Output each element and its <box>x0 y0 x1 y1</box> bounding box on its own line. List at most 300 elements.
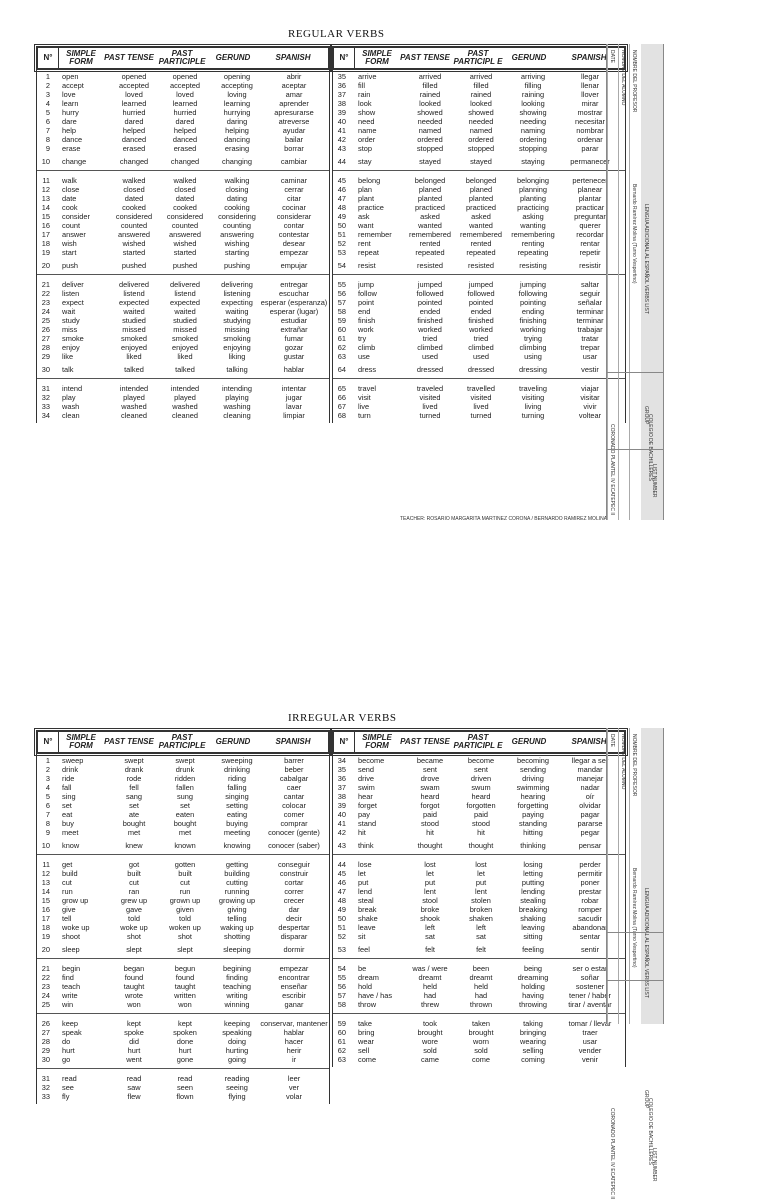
past-tense-cell: visited <box>419 393 441 402</box>
past-participle-cell: walked <box>173 176 197 185</box>
table-row <box>36 194 330 203</box>
past-participle-cell: delivered <box>170 280 200 289</box>
table-row <box>332 869 626 878</box>
table-row <box>332 756 626 765</box>
header-spanish: SPANISH <box>571 53 607 62</box>
past-participle-cell: swum <box>471 783 491 792</box>
table-row <box>36 991 330 1000</box>
past-tense-cell: threw <box>420 1000 440 1009</box>
past-tense-cell: shook <box>420 914 440 923</box>
spanish-cell: rentar <box>580 239 600 248</box>
past-tense-cell: came <box>420 1055 440 1064</box>
number-cell: 25 <box>41 1000 50 1009</box>
past-tense-cell: arrived <box>418 72 442 81</box>
sidebar-school-short: COLEGIO DE BACHILLERES <box>647 414 653 481</box>
simple-form-cell: keep <box>62 1019 79 1028</box>
past-participle-cell: jumped <box>468 280 494 289</box>
simple-form-cell: repeat <box>358 248 379 257</box>
past-participle-cell: followed <box>467 289 495 298</box>
simple-form-cell: teach <box>62 982 81 991</box>
table-row <box>36 973 330 982</box>
past-tense-cell: forgot <box>420 801 440 810</box>
spanish-cell: entregar <box>280 280 308 289</box>
sidebar-teacher-value: Bernardo Ramírez Molina (Turno Vespertino) <box>631 184 637 284</box>
table-row <box>36 81 330 90</box>
past-participle-cell: broken <box>469 905 493 914</box>
past-tense-cell: erased <box>122 144 146 153</box>
past-participle-cell: waited <box>174 307 196 316</box>
table-row <box>332 117 626 126</box>
number-cell: 3 <box>45 774 50 783</box>
simple-form-cell: plant <box>358 194 375 203</box>
irregular-verbs-title: IRREGULAR VERBS <box>288 712 397 724</box>
simple-form-cell: ask <box>358 212 370 221</box>
table-row <box>36 90 330 99</box>
gerund-cell: meeting <box>223 828 251 837</box>
past-tense-cell: taught <box>123 982 145 991</box>
past-tense-cell: intended <box>119 384 149 393</box>
past-participle-cell: fallen <box>176 783 194 792</box>
number-cell: 16 <box>41 221 50 230</box>
past-tense-cell: slept <box>126 945 142 954</box>
past-participle-cell: run <box>179 887 191 896</box>
gerund-cell: losing <box>523 860 543 869</box>
simple-form-cell: lend <box>358 887 372 896</box>
number-cell: 43 <box>337 144 346 153</box>
gerund-cell: writing <box>226 991 248 1000</box>
past-tense-cell: wanted <box>418 221 442 230</box>
header-gerund: GERUND <box>511 53 547 62</box>
past-tense-cell: practiced <box>415 203 445 212</box>
sidebar-school: CORONADO PLANTEL IV ECATEPEC II <box>609 1108 615 1199</box>
past-participle-cell: thrown <box>469 1000 493 1009</box>
past-participle-cell: hurt <box>178 1046 192 1055</box>
spanish-cell: atreverse <box>278 117 310 126</box>
past-tense-cell: named <box>418 126 442 135</box>
number-cell: 17 <box>41 230 50 239</box>
gerund-cell: keeping <box>224 1019 250 1028</box>
past-tense-cell: listend <box>123 289 145 298</box>
table-row <box>36 810 330 819</box>
simple-form-cell: plan <box>358 185 372 194</box>
spanish-cell: beber <box>284 765 304 774</box>
past-participle-cell: seen <box>176 1083 194 1092</box>
spanish-cell: gustar <box>283 352 305 361</box>
regular-right-table <box>332 46 626 423</box>
number-cell: 63 <box>337 1055 346 1064</box>
sidebar-group: GROUP <box>643 406 649 425</box>
gerund-cell: being <box>523 964 543 973</box>
past-participle-cell: resisted <box>468 261 494 270</box>
spanish-cell: herir <box>286 1046 302 1055</box>
past-tense-cell: held <box>423 982 437 991</box>
past-participle-cell: sung <box>176 792 194 801</box>
table-row <box>332 307 626 316</box>
gerund-cell: finding <box>226 973 248 982</box>
number-cell: 17 <box>41 914 50 923</box>
number-cell: 27 <box>41 1028 50 1037</box>
past-participle-cell: told <box>179 914 191 923</box>
past-tense-cell: loved <box>125 90 143 99</box>
table-row <box>332 841 626 850</box>
past-participle-cell: lent <box>475 887 487 896</box>
table-row <box>332 280 626 289</box>
number-cell: 33 <box>41 402 50 411</box>
number-cell: 63 <box>337 352 346 361</box>
gerund-cell: knowing <box>223 841 251 850</box>
past-tense-cell: told <box>128 914 140 923</box>
header-past-tense: PAST TENSE <box>104 737 154 746</box>
gerund-cell: drinking <box>224 765 250 774</box>
group-divider <box>332 378 626 379</box>
number-cell: 7 <box>45 126 50 135</box>
past-tense-cell: was / were <box>412 964 448 973</box>
spanish-cell: comprar <box>280 819 308 828</box>
simple-form-cell: wash <box>62 402 80 411</box>
spanish-cell: mirar <box>581 99 599 108</box>
number-cell: 5 <box>45 792 50 801</box>
simple-form-cell: learn <box>62 99 79 108</box>
gerund-cell: dressing <box>519 365 547 374</box>
table-row <box>36 230 330 239</box>
past-participle-cell: opened <box>172 72 198 81</box>
gerund-cell: enjoying <box>223 343 251 352</box>
past-participle-cell: answered <box>168 230 202 239</box>
spanish-cell: romper <box>578 905 602 914</box>
spanish-cell: plantar <box>578 194 602 203</box>
gerund-cell: starting <box>224 248 250 257</box>
simple-form-cell: win <box>62 1000 74 1009</box>
table-row <box>332 783 626 792</box>
table-row <box>332 248 626 257</box>
spanish-cell: practicar <box>575 203 605 212</box>
number-cell: 47 <box>337 194 346 203</box>
table-row <box>332 298 626 307</box>
past-participle-cell: read <box>177 1074 193 1083</box>
group-divider <box>332 958 626 959</box>
spanish-cell: pagar <box>580 810 600 819</box>
past-participle-cell: been <box>472 964 490 973</box>
sidebar-cut-line <box>607 980 663 981</box>
past-tense-cell: hurt <box>127 1046 141 1055</box>
spanish-cell: preguntar <box>574 212 606 221</box>
sidebar-cut-line <box>607 932 663 933</box>
spanish-cell: escribir <box>282 991 306 1000</box>
simple-form-cell: put <box>358 878 369 887</box>
simple-form-cell: come <box>358 1055 377 1064</box>
past-participle-cell: planed <box>469 185 493 194</box>
past-participle-cell: shaken <box>469 914 493 923</box>
past-tense-cell: belonged <box>414 176 446 185</box>
spanish-cell: ordenar <box>577 135 603 144</box>
simple-form-cell: hear <box>358 792 373 801</box>
past-tense-cell: saw <box>127 1083 141 1092</box>
table-row <box>332 212 626 221</box>
past-tense-cell: heard <box>420 792 440 801</box>
past-participle-cell: counted <box>171 221 199 230</box>
gerund-cell: hurrying <box>223 108 251 117</box>
simple-form-cell: answer <box>62 230 86 239</box>
table-row <box>332 1046 626 1055</box>
simple-form-cell: order <box>358 135 376 144</box>
regular-left-table <box>36 46 330 423</box>
table-row <box>36 774 330 783</box>
gerund-cell: selling <box>522 1046 544 1055</box>
table-row <box>36 307 330 316</box>
table-row <box>36 365 330 374</box>
number-cell: 33 <box>41 1092 50 1101</box>
past-tense-cell: set <box>129 801 139 810</box>
number-cell: 1 <box>45 756 50 765</box>
number-cell: 55 <box>337 973 346 982</box>
simple-form-cell: get <box>62 860 73 869</box>
spanish-cell: repetir <box>579 248 601 257</box>
past-participle-cell: dressed <box>467 365 495 374</box>
number-cell: 57 <box>337 298 346 307</box>
number-cell: 11 <box>42 860 50 869</box>
simple-form-cell: look <box>358 99 372 108</box>
number-cell: 28 <box>41 1037 50 1046</box>
spanish-cell: aprender <box>279 99 309 108</box>
simple-form-cell: sing <box>62 792 76 801</box>
simple-form-cell: buy <box>62 819 74 828</box>
number-cell: 29 <box>41 1046 50 1055</box>
simple-form-cell: need <box>358 117 375 126</box>
sidebar-list-number: LIST NUMBER <box>651 1148 657 1182</box>
number-cell: 6 <box>45 117 50 126</box>
simple-form-cell: point <box>358 298 375 307</box>
gerund-cell: sleeping <box>223 945 251 954</box>
simple-form-cell: rain <box>358 90 371 99</box>
gerund-cell: dating <box>226 194 248 203</box>
gerund-cell: running <box>224 887 250 896</box>
number-cell: 2 <box>45 765 50 774</box>
past-tense-cell: won <box>127 1000 141 1009</box>
number-cell: 32 <box>41 393 50 402</box>
table-row <box>36 280 330 289</box>
table-row <box>332 230 626 239</box>
simple-form-cell: show <box>358 108 376 117</box>
past-participle-cell: repeated <box>466 248 496 257</box>
simple-form-cell: fall <box>62 783 72 792</box>
gerund-cell: talking <box>226 365 248 374</box>
table-row <box>332 72 626 81</box>
past-tense-cell: cut <box>129 878 139 887</box>
past-tense-cell: rented <box>419 239 441 248</box>
spanish-cell: pertenecer <box>572 176 608 185</box>
gerund-cell: closing <box>225 185 249 194</box>
table-row <box>332 90 626 99</box>
gerund-cell: having <box>522 991 544 1000</box>
gerund-cell: arriving <box>520 72 546 81</box>
past-participle-cell: worked <box>469 325 493 334</box>
number-cell: 62 <box>337 1046 346 1055</box>
regular-verbs-title: REGULAR VERBS <box>288 28 385 40</box>
past-participle-cell: ridden <box>174 774 196 783</box>
spanish-cell: intentar <box>281 384 307 393</box>
number-cell: 37 <box>337 783 346 792</box>
past-tense-cell: ordered <box>417 135 443 144</box>
spanish-cell: planear <box>577 185 603 194</box>
header-past-tense: PAST TENSE <box>104 53 154 62</box>
number-cell: 4 <box>45 783 50 792</box>
number-cell: 22 <box>41 973 50 982</box>
sidebar-student-name: NOMBRE DEL ALUMNO <box>620 734 626 790</box>
table-left-border <box>332 754 333 1067</box>
past-participle-cell: cut <box>180 878 190 887</box>
past-participle-cell: heard <box>471 792 491 801</box>
number-cell: 61 <box>337 1037 346 1046</box>
simple-form-cell: rent <box>358 239 371 248</box>
header-simple-form: SIMPLE FORM <box>362 733 392 750</box>
simple-form-cell: like <box>62 352 74 361</box>
gerund-cell: leaving <box>521 923 545 932</box>
past-tense-cell: dated <box>124 194 144 203</box>
table-row <box>36 923 330 932</box>
number-cell: 42 <box>337 828 346 837</box>
spanish-cell: dar <box>288 905 300 914</box>
header-past-tense: PAST TENSE <box>400 737 450 746</box>
gerund-cell: working <box>520 325 546 334</box>
past-tense-cell: started <box>122 248 146 257</box>
past-participle-cell: lived <box>473 402 489 411</box>
simple-form-cell: wear <box>358 1037 375 1046</box>
spanish-cell: borrar <box>284 144 304 153</box>
gerund-cell: taking <box>523 1019 543 1028</box>
past-participle-cell: changed <box>170 157 200 166</box>
past-tense-cell: met <box>127 828 141 837</box>
spanish-cell: hablar <box>283 1028 305 1037</box>
table-row <box>36 1055 330 1064</box>
past-participle-cell: climbed <box>468 343 494 352</box>
spanish-cell: traer <box>582 1028 598 1037</box>
simple-form-cell: walk <box>62 176 77 185</box>
gerund-cell: studying <box>223 316 251 325</box>
spanish-cell: sostener <box>575 982 605 991</box>
gerund-cell: turning <box>521 411 545 420</box>
past-tense-cell: cleaned <box>121 411 147 420</box>
table-right-border <box>329 70 330 423</box>
table-header <box>332 46 626 70</box>
table-row <box>36 157 330 166</box>
spanish-cell: sentir <box>580 945 600 954</box>
sidebar-teacher-name: NOMBRE DEL PROFESOR <box>631 734 637 797</box>
past-participle-cell: gotten <box>174 860 196 869</box>
past-tense-cell: paid <box>423 810 437 819</box>
past-participle-cell: drunk <box>175 765 195 774</box>
spanish-cell: estudiar <box>280 316 308 325</box>
table-row <box>36 289 330 298</box>
past-tense-cell: lost <box>424 860 436 869</box>
past-participle-cell: found <box>175 973 195 982</box>
gerund-cell: practicing <box>517 203 549 212</box>
table-row <box>36 393 330 402</box>
table-row <box>332 914 626 923</box>
simple-form-cell: sleep <box>62 945 80 954</box>
sidebar-date: DATE <box>609 50 615 63</box>
simple-form-cell: visit <box>358 393 371 402</box>
table-row <box>332 819 626 828</box>
group-divider <box>36 170 330 171</box>
spanish-cell: cantar <box>283 792 305 801</box>
simple-form-cell: turn <box>358 411 371 420</box>
spanish-cell: aceptar <box>281 81 307 90</box>
gerund-cell: smoking <box>223 334 251 343</box>
past-participle-cell: done <box>176 1037 194 1046</box>
spanish-cell: usar <box>582 1037 598 1046</box>
simple-form-cell: push <box>62 261 79 270</box>
past-tense-cell: broke <box>420 905 440 914</box>
number-cell: 15 <box>41 896 50 905</box>
past-tense-cell: repeated <box>415 248 445 257</box>
past-tense-cell: became <box>416 756 444 765</box>
table-row <box>332 810 626 819</box>
simple-form-cell: think <box>358 841 374 850</box>
simple-form-cell: accept <box>62 81 84 90</box>
table-row <box>36 176 330 185</box>
gerund-cell: holding <box>521 982 545 991</box>
spanish-cell: esperar (esperanza) <box>260 298 328 307</box>
gerund-cell: daring <box>226 117 248 126</box>
table-row <box>332 411 626 420</box>
simple-form-cell: play <box>62 393 76 402</box>
table-row <box>332 878 626 887</box>
spanish-cell: pararse <box>577 819 603 828</box>
gerund-cell: ending <box>521 307 545 316</box>
simple-form-cell: love <box>62 90 76 99</box>
spanish-cell: extrañar <box>280 325 308 334</box>
past-tense-cell: hit <box>426 828 434 837</box>
past-tense-cell: swept <box>124 756 144 765</box>
past-participle-cell: used <box>472 352 490 361</box>
teacher-credit: TEACHER: ROSARIO MARGARITA MARTINEZ CORONA / BERNARDO RAMIREZ MOLINA. <box>400 516 609 522</box>
header-gerund: GERUND <box>511 737 547 746</box>
spanish-cell: nadar <box>580 783 600 792</box>
past-participle-cell: planted <box>468 194 494 203</box>
past-tense-cell: sang <box>125 792 143 801</box>
table-row <box>36 402 330 411</box>
gerund-cell: considering <box>218 212 256 221</box>
header-past-tense: PAST TENSE <box>400 53 450 62</box>
table-row <box>332 384 626 393</box>
gerund-cell: planting <box>520 194 546 203</box>
gerund-cell: eating <box>226 810 248 819</box>
simple-form-cell: sweep <box>62 756 84 765</box>
spanish-cell: trabajar <box>577 325 603 334</box>
past-tense-cell: finished <box>417 316 443 325</box>
spanish-cell: disparar <box>280 932 308 941</box>
table-row <box>36 765 330 774</box>
number-cell: 35 <box>337 72 346 81</box>
table-row <box>332 792 626 801</box>
past-participle-cell: hurried <box>173 108 197 117</box>
sidebar-list-title: LENGUA ADICIONAL AL ESPAÑOL VERBS LIST <box>643 888 649 998</box>
number-cell: 5 <box>45 108 50 117</box>
gerund-cell: teaching <box>223 982 251 991</box>
table-row <box>332 860 626 869</box>
simple-form-cell: hurry <box>62 108 79 117</box>
gerund-cell: building <box>224 869 250 878</box>
past-participle-cell: rained <box>470 90 492 99</box>
gerund-cell: forgetting <box>517 801 549 810</box>
spanish-cell: empezar <box>279 248 309 257</box>
header-spanish: SPANISH <box>275 53 311 62</box>
past-participle-cell: wanted <box>469 221 493 230</box>
sidebar-cut-line <box>607 372 663 373</box>
past-participle-cell: liked <box>177 352 193 361</box>
table-row <box>332 828 626 837</box>
past-tense-cell: lived <box>422 402 438 411</box>
